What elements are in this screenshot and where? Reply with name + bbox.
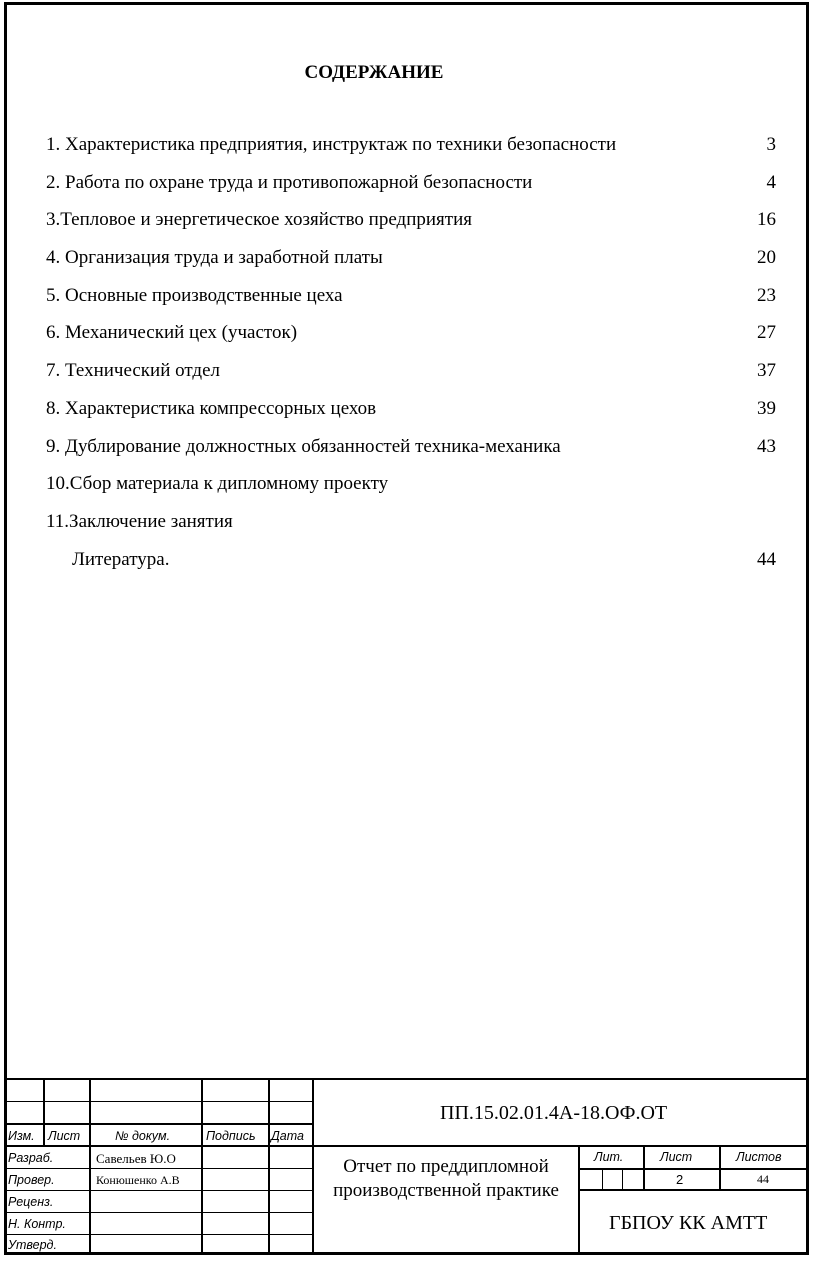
name-razrab: Савельев Ю.О	[96, 1151, 176, 1166]
sheets-value: 44	[757, 1172, 769, 1186]
role-razrab: Разраб.	[8, 1151, 54, 1165]
toc-entry-page: 43	[757, 435, 776, 457]
toc-entry-page: 27	[757, 322, 776, 344]
toc-entry	[46, 509, 776, 547]
role-utverd: Утверд.	[8, 1238, 57, 1252]
toc-entry-page: 20	[757, 247, 776, 269]
toc-entry	[46, 434, 776, 472]
toc-entry	[46, 358, 776, 396]
toc-entry-page: 3	[766, 134, 776, 155]
toc-entry-page: 23	[757, 284, 776, 306]
toc-entry-title: 3.Тепловое и энергетическое хозяйство предприятия	[46, 209, 472, 231]
toc-entry-title: 2. Работа по охране труда и противопожарной безопасности	[46, 171, 533, 193]
role-recenz: Реценз.	[8, 1195, 54, 1209]
toc-entry	[46, 547, 776, 585]
toc-entry	[46, 320, 776, 358]
toc-entry	[46, 207, 776, 245]
toc-entry	[46, 283, 776, 321]
organization-name: ГБПОУ КК АМТТ	[609, 1212, 768, 1234]
sheet-value: 2	[676, 1172, 684, 1187]
toc-entry-title: 7. Технический отдел	[46, 360, 220, 382]
role-prover: Провер.	[8, 1173, 55, 1187]
table-of-contents	[46, 132, 776, 584]
toc-entry-title: 9. Дублирование должностных обязанностей техника-механика	[46, 435, 561, 457]
toc-entry-title: 11.Заключение занятия	[46, 510, 233, 532]
toc-entry	[46, 170, 776, 208]
toc-entry-page: 16	[757, 209, 776, 231]
toc-entry	[46, 132, 776, 170]
lit-label: Лит.	[594, 1150, 624, 1164]
toc-entry-page: 37	[757, 360, 776, 382]
toc-entry-title: 1. Характеристика предприятия, инструктаж по техники безопасности	[46, 134, 617, 155]
toc-entry	[46, 471, 776, 509]
toc-entry	[46, 396, 776, 434]
toc-entry-page: 44	[757, 548, 776, 570]
toc-entry-title: Литература.	[72, 548, 170, 570]
col-izm-label: Изм.	[8, 1129, 35, 1143]
toc-entry-title: 8. Характеристика компрессорных цехов	[46, 397, 377, 419]
toc-entry	[46, 245, 776, 283]
toc-entry-title: 5. Основные производственные цеха	[46, 284, 343, 306]
sheets-label: Листов	[736, 1150, 782, 1164]
page-title: СОДЕРЖАНИЕ	[304, 62, 444, 83]
document-title: Отчет по преддипломной производственной практике	[333, 1156, 559, 1201]
role-nkontr: Н. Контр.	[8, 1217, 66, 1231]
toc-entry-title: 6. Механический цех (участок)	[46, 322, 298, 344]
toc-entry-page: 39	[757, 397, 776, 419]
sheet-label: Лист	[660, 1150, 693, 1164]
toc-entry-title: 4. Организация труда и заработной платы	[46, 247, 383, 269]
document-code: ПП.15.02.01.4А-18.ОФ.ОТ	[440, 1102, 668, 1124]
name-prover: Конюшенко А.В	[96, 1173, 180, 1187]
col-podpis-label: Подпись	[206, 1129, 256, 1143]
title-block	[4, 1078, 809, 1255]
toc-entry-page: 4	[766, 171, 776, 193]
toc-entry-title: 10.Сбор материала к дипломному проекту	[46, 473, 389, 495]
col-list-label: Лист	[48, 1129, 81, 1143]
col-data-label: Дата	[271, 1129, 304, 1143]
col-dokum-label: № докум.	[115, 1129, 171, 1143]
